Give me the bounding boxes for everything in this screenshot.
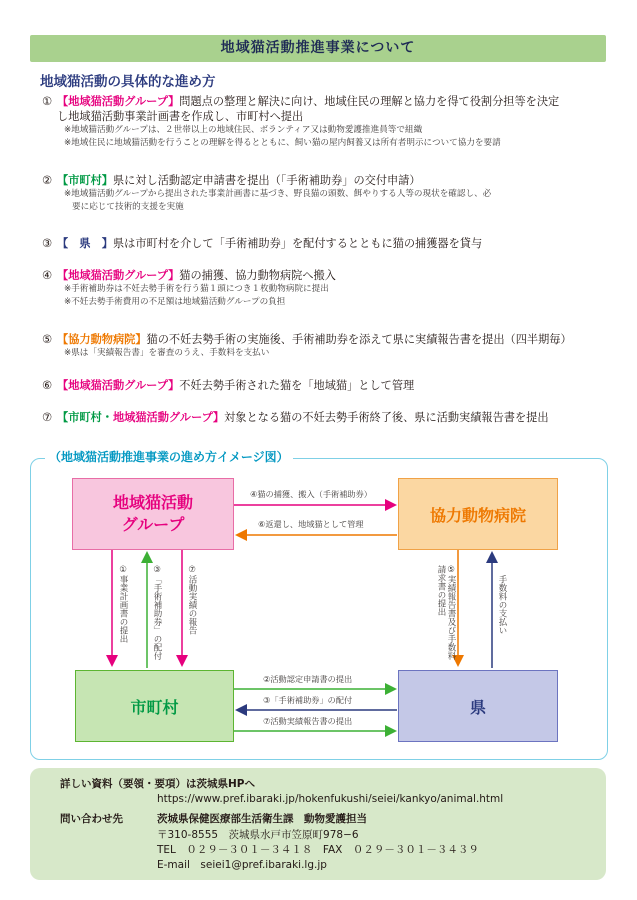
step-text: 猫の不妊去勢手術の実施後、手術補助券を添えて県に実績報告書を提出（四半期毎）	[146, 333, 572, 346]
box-group-line1: 地域猫活動	[112, 493, 193, 512]
step-note: ※手術補助券は不妊去勢手術を行う猫１頭につき１枚動物病院に提出	[64, 284, 329, 294]
step-actor: 【協力動物病院】	[57, 333, 147, 346]
step-number: ②	[42, 174, 53, 187]
label-arrow-3-vertical: ③「手術補助券」の配付	[152, 565, 162, 660]
label-arrow-6: ⑥返還し、地域猫として管理	[258, 519, 364, 529]
diagram-title: （地域猫活動推進事業の進め方イメージ図）	[45, 448, 293, 465]
step-actor: 【地域猫活動グループ】	[57, 379, 180, 392]
label-arrow-4: ④猫の捕獲、搬入（手術補助券）	[250, 489, 372, 499]
label-arrow-fee: 手数料の支払い	[497, 575, 507, 635]
info-label: 詳しい資料（要領・要項）は茨城県HPへ	[60, 778, 255, 790]
label-arrow-2: ②活動認定申請書の提出	[263, 674, 353, 684]
step-text: 県に対し活動認定申請書を提出（「手術補助券」の交付申請）	[112, 174, 421, 187]
step-text: 県は市町村を介して「手術補助券」を配付するとともに猫の捕獲器を貸与	[112, 237, 483, 250]
step-number: ①	[42, 95, 53, 108]
label-arrow-1: ①事業計画書の提出	[118, 565, 128, 643]
box-hospital: 協力動物病院	[398, 478, 558, 550]
step-number: ⑦	[42, 411, 53, 424]
step-text: 猫の捕獲、協力動物病院へ搬入	[179, 269, 336, 282]
section-heading: 地域猫活動の具体的な進め方	[40, 74, 216, 90]
label-arrow-3: ③「手術補助券」の配付	[263, 695, 353, 705]
box-prefecture: 県	[398, 670, 558, 742]
label-arrow-7-vertical: ⑦活動実績の報告	[187, 565, 197, 635]
step-note: ※地域猫活動グループは、２世帯以上の地域住民、ボランティア又は動物愛護推進員等で組織	[64, 125, 423, 135]
step-note: ※不妊去勢手術費用の不足額は地域猫活動グループの負担	[64, 296, 286, 307]
step-text: 対象となる猫の不妊去勢手術終了後、県に活動実績報告書を提出	[224, 411, 549, 424]
step-note: ※県は「実績報告書」を審査のうえ、手数料を支払い	[64, 348, 270, 358]
step-actor-group: 地域猫活動グループ】	[112, 411, 225, 424]
box-group-line2: グループ	[121, 515, 185, 534]
contact-label: 問い合わせ先	[60, 813, 123, 825]
step-actor: 【 県 】	[57, 237, 113, 250]
step-text: 不妊去勢手術された猫を「地域猫」として管理	[179, 379, 415, 392]
contact-email-link[interactable]: E-mail seiei1@pref.ibaraki.lg.jp	[157, 859, 327, 871]
step-text-cont: し地域猫活動事業計画書を作成し、市町村へ提出	[57, 110, 304, 123]
step-actor-separator: ・	[101, 411, 113, 424]
step-note: 要に応じて技術的支援を実施	[72, 201, 184, 212]
step-number: ③	[42, 237, 53, 250]
step-number: ⑥	[42, 379, 53, 392]
box-municipality: 市町村	[75, 670, 234, 742]
step-actor: 【地域猫活動グループ】	[57, 95, 180, 108]
info-url-link[interactable]: https://www.pref.ibaraki.jp/hokenfukushi/seiei/kankyo/animal.html	[157, 793, 504, 805]
contact-phone: TEL ０２９－３０１－３４１８ FAX ０２９－３０１－３４３９	[157, 844, 479, 856]
label-arrow-5: ⑤実績報告書及び手数料請求書の提出	[436, 565, 456, 660]
step-actor: 【市町村】	[57, 174, 113, 187]
step-note: ※地域住民に地域猫活動を行うことの理解を得るとともに、飼い猫の屋内飼養又は所有者明示について協力を要請	[64, 137, 501, 148]
step-actor-municipality: 【市町村	[57, 411, 102, 424]
step-actor: 【地域猫活動グループ】	[57, 269, 180, 282]
contact-address: 〒310-8555 茨城県水戸市笠原町978−6	[157, 829, 359, 841]
step-note: ※地域猫活動グループから提出された事業計画書に基づき、野良猫の頭数、餌やりする人等の現状を確認し、必	[64, 189, 492, 199]
step-number: ⑤	[42, 333, 53, 346]
page-title-banner: 地域猫活動推進事業について	[30, 35, 606, 62]
step-number: ④	[42, 269, 53, 282]
label-arrow-7: ⑦活動実績報告書の提出	[263, 716, 353, 726]
contact-dept: 茨城県保健医療部生活衛生課 動物愛護担当	[157, 813, 367, 825]
step-text: 問題点の整理と解決に向け、地域住民の理解と協力を得て役割分担等を決定	[179, 95, 560, 108]
